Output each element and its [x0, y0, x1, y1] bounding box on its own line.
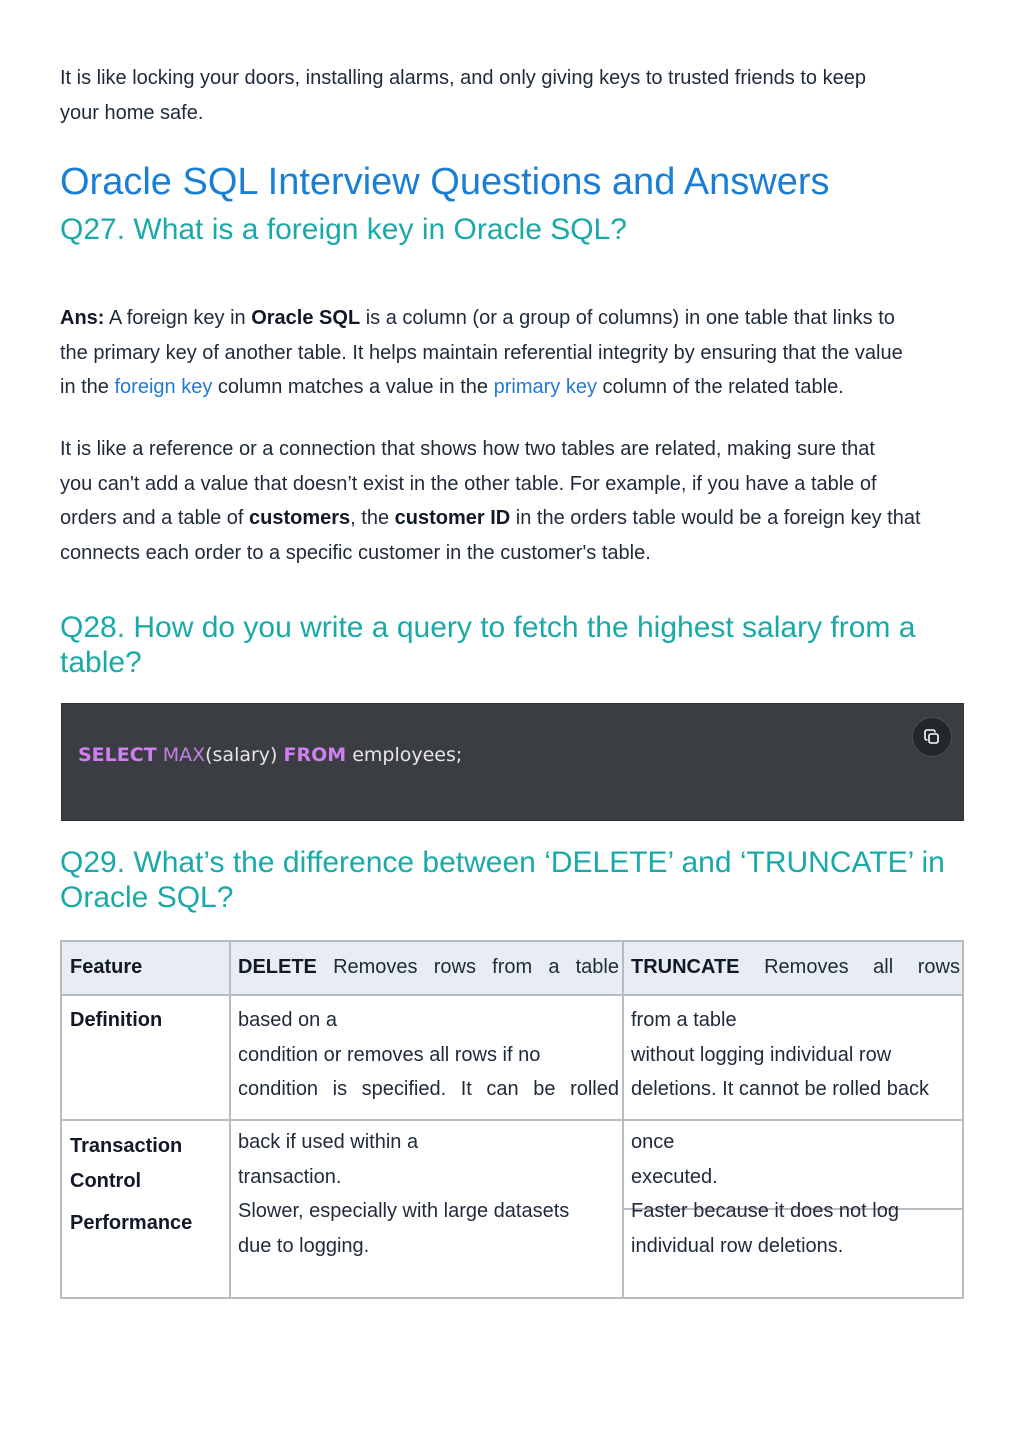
header-feature: Feature [70, 956, 143, 978]
q27-p2-line-4: connects each order to a specific customer in the customer's table. [60, 541, 651, 564]
intro-line-1: It is like locking your doors, installing alarms, and only giving keys to trusted friends to keep [60, 67, 866, 89]
code-args: (salary) [205, 744, 284, 766]
function-max: MAX [156, 744, 206, 766]
text-line: due to logging. [238, 1234, 370, 1257]
row-divider-1 [62, 994, 962, 996]
comparison-table [60, 940, 964, 1299]
text: column of the related table. [596, 376, 844, 398]
q27-answer-line-2: the primary key of another table. It helps maintain referential integrity by ensuring that the value [60, 341, 903, 364]
q29-title-line-2: Oracle SQL? [60, 881, 234, 914]
text-line: individual row deletions. [631, 1234, 844, 1257]
q27-answer [60, 301, 990, 405]
q27-title: Q27. What is a foreign key in Oracle SQL? [60, 213, 627, 246]
text-line: Transaction [70, 1135, 183, 1157]
text-line: without logging individual row [631, 1043, 892, 1066]
text-line: condition or removes all rows if no [238, 1043, 541, 1066]
keyword-from: FROM [283, 744, 347, 766]
header-delete-label: DELETE [238, 956, 317, 978]
text: column matches a value in the [212, 376, 494, 398]
text-line: Faster because it does not log [631, 1200, 899, 1222]
q28-title [60, 610, 980, 680]
performance-delete [238, 1194, 619, 1263]
text: in the [60, 376, 115, 398]
text-line: once [631, 1131, 675, 1153]
copy-button[interactable] [912, 717, 952, 757]
row-label-definition: Definition [70, 1009, 163, 1031]
row-label-performance: Performance [70, 1212, 193, 1234]
q27-p2-line-3 [60, 501, 990, 536]
intro-line-2: your home safe. [60, 101, 204, 124]
primary-key-link[interactable]: primary key [493, 376, 597, 398]
definition-delete [238, 1003, 619, 1107]
definition-truncate [631, 1003, 960, 1107]
q27-p2-line-2: you can't add a value that doesn’t exist in the other table. For example, if you have a table of [60, 472, 877, 495]
text: A foreign key in [104, 307, 252, 329]
section-title: Oracle SQL Interview Questions and Answers [60, 161, 830, 203]
text-line: transaction. [238, 1165, 342, 1188]
foreign-key-link[interactable]: foreign key [114, 376, 213, 398]
code-table: employees; [346, 744, 463, 766]
bold-customer-id: customer ID [394, 507, 511, 529]
code-block[interactable] [61, 703, 964, 821]
keyword-select: SELECT [78, 744, 157, 766]
q28-title-line-2: table? [60, 646, 142, 679]
text-line: executed. [631, 1165, 718, 1188]
text: in the orders table would be a foreign key that [510, 507, 921, 529]
text-line: deletions. It cannot be rolled back [631, 1078, 929, 1100]
text-line: condition is specified. It can be rolled [238, 1078, 619, 1100]
q29-title [60, 845, 980, 915]
text-line: based on a [238, 1009, 337, 1031]
q28-title-line-1: Q28. How do you write a query to fetch the highest salary from a [60, 611, 916, 644]
header-truncate [631, 950, 960, 985]
transaction-truncate [631, 1125, 960, 1194]
header-truncate-text: Removes all rows [739, 956, 960, 978]
text-line: from a table [631, 1009, 737, 1031]
q27-paragraph-2 [60, 432, 990, 570]
text-line: back if used within a [238, 1131, 419, 1153]
bold-oracle-sql: Oracle SQL [251, 307, 361, 329]
transaction-delete [238, 1125, 619, 1194]
bold-customers: customers [249, 507, 351, 529]
copy-icon [923, 728, 941, 746]
text: , the [350, 507, 395, 529]
row-divider-2 [62, 1119, 962, 1121]
ans-label: Ans: [60, 307, 105, 329]
code-line[interactable] [78, 744, 462, 766]
intro-paragraph [60, 61, 980, 130]
q27-p2-line-1: It is like a reference or a connection that shows how two tables are related, making sure that [60, 438, 875, 460]
q27-answer-line-1 [60, 301, 990, 336]
text: is a column (or a group of columns) in one table that links to [360, 307, 895, 329]
text-line: Control [70, 1169, 142, 1192]
performance-truncate [631, 1194, 960, 1263]
row-label-transaction-control [70, 1129, 182, 1198]
text: orders and a table of [60, 507, 250, 529]
text-line: Slower, especially with large datasets [238, 1200, 570, 1222]
header-delete [238, 950, 619, 985]
q29-title-line-1: Q29. What’s the difference between ‘DELETE’ and ‘TRUNCATE’ in [60, 846, 945, 879]
header-delete-text: Removes rows from a table [316, 956, 619, 978]
q27-answer-line-3 [60, 370, 990, 405]
header-truncate-label: TRUNCATE [631, 956, 740, 978]
